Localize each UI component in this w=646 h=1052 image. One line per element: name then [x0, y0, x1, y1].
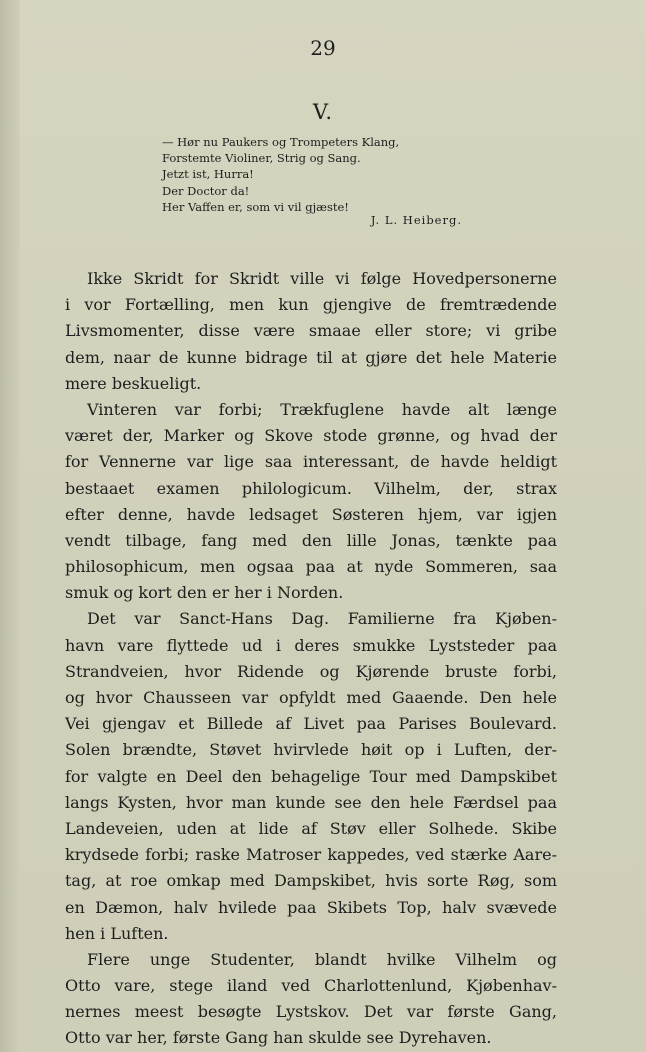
text-line: Otto var her, første Gang han skulde see Dyrehaven. — [65, 1028, 492, 1048]
text-line: og hvor Chausseen var opfyldt med Gaaende. Den hele — [65, 688, 557, 707]
text-line: Vei gjengav et Billede af Livet paa Parises Boulevard. — [65, 714, 557, 734]
text-line: Strandveien, hvor Ridende og Kjørende bruste forbi, — [65, 661, 557, 681]
text-line: dem, naar de kunne bidrage til at gjøre det hele Materie — [65, 347, 557, 367]
text-line: Otto vare, stege iland ved Charlottenlund, Kjøbenhav- — [65, 976, 557, 996]
text-line: hen i Luften. — [65, 923, 169, 943]
text-line: efter denne, havde ledsaget Søsteren hjem, var igjen — [65, 504, 557, 524]
text-line: Solen brændte, Støvet hvirvlede høit op i Luften, der- — [65, 740, 557, 760]
chapter-heading: V. — [312, 100, 334, 124]
text-line: krydsede forbi; raske Matroser kappedes, ved stærke Aare- — [65, 845, 557, 865]
epigraph — [162, 134, 462, 228]
epigraph-line: — Hør nu Paukers og Trompeters Klang, — [162, 135, 400, 149]
text-line: Det var Sanct-Hans Dag. Familierne fra Kjøben- — [87, 609, 557, 629]
text-line: for valgte en Deel den behagelige Tour med Dampskibet — [65, 766, 557, 786]
epigraph-line: Jetzt ist, Hurra! — [162, 167, 254, 182]
epigraph-line: Her Vaffen er, som vi vil gjæste! — [162, 199, 349, 214]
page-number: 29 — [310, 36, 336, 60]
epigraph-attribution: J. L. Heiberg. — [370, 213, 462, 228]
text-line: smuk og kort den er her i Norden. — [65, 583, 344, 603]
text-line: for Vennerne var lige saa interessant, de havde heldigt — [65, 452, 557, 472]
epigraph-line: Forstemte Violiner, Strig og Sang. — [162, 151, 361, 166]
text-line: Livsmomenter, disse være smaae eller store; vi gribe — [65, 321, 557, 341]
text-line: bestaaet examen philologicum. Vilhelm, der, strax — [65, 478, 557, 498]
page-binding-shadow — [0, 0, 20, 1052]
text-line: vendt tilbage, fang med den lille Jonas, tænkte paa — [65, 530, 557, 550]
text-line: langs Kysten, hvor man kunde see den hele Færdsel paa — [65, 792, 557, 812]
text-line: havn vare flyttede ud i deres smukke Lyststeder paa — [65, 635, 557, 655]
text-line: philosophicum, men ogsaa paa at nyde Sommeren, saa — [65, 557, 557, 577]
text-line: Landeveien, uden at lide af Støv eller Solhede. Skibe — [65, 818, 557, 838]
text-line: Ikke Skridt for Skridt ville vi følge Hovedpersonerne — [87, 269, 557, 288]
epigraph-line: Der Doctor da! — [162, 183, 250, 198]
text-line: mere beskueligt. — [65, 373, 202, 393]
text-line: nernes meest besøgte Lystskov. Det var første Gang, — [65, 1002, 557, 1022]
text-line: tag, at roe omkap med Dampskibet, hvis sorte Røg, som — [65, 871, 557, 891]
text-line: Vinteren var forbi; Trækfuglene havde alt længe — [87, 399, 557, 419]
body-text — [65, 266, 557, 1052]
text-line: været der, Marker og Skove stode grønne, og hvad der — [65, 426, 557, 446]
text-line: Flere unge Studenter, blandt hvilke Vilhelm og — [87, 949, 557, 969]
text-line: en Dæmon, halv hvilede paa Skibets Top, halv svævede — [65, 897, 557, 917]
text-line: i vor Fortælling, men kun gjengive de fremtrædende — [65, 295, 557, 315]
